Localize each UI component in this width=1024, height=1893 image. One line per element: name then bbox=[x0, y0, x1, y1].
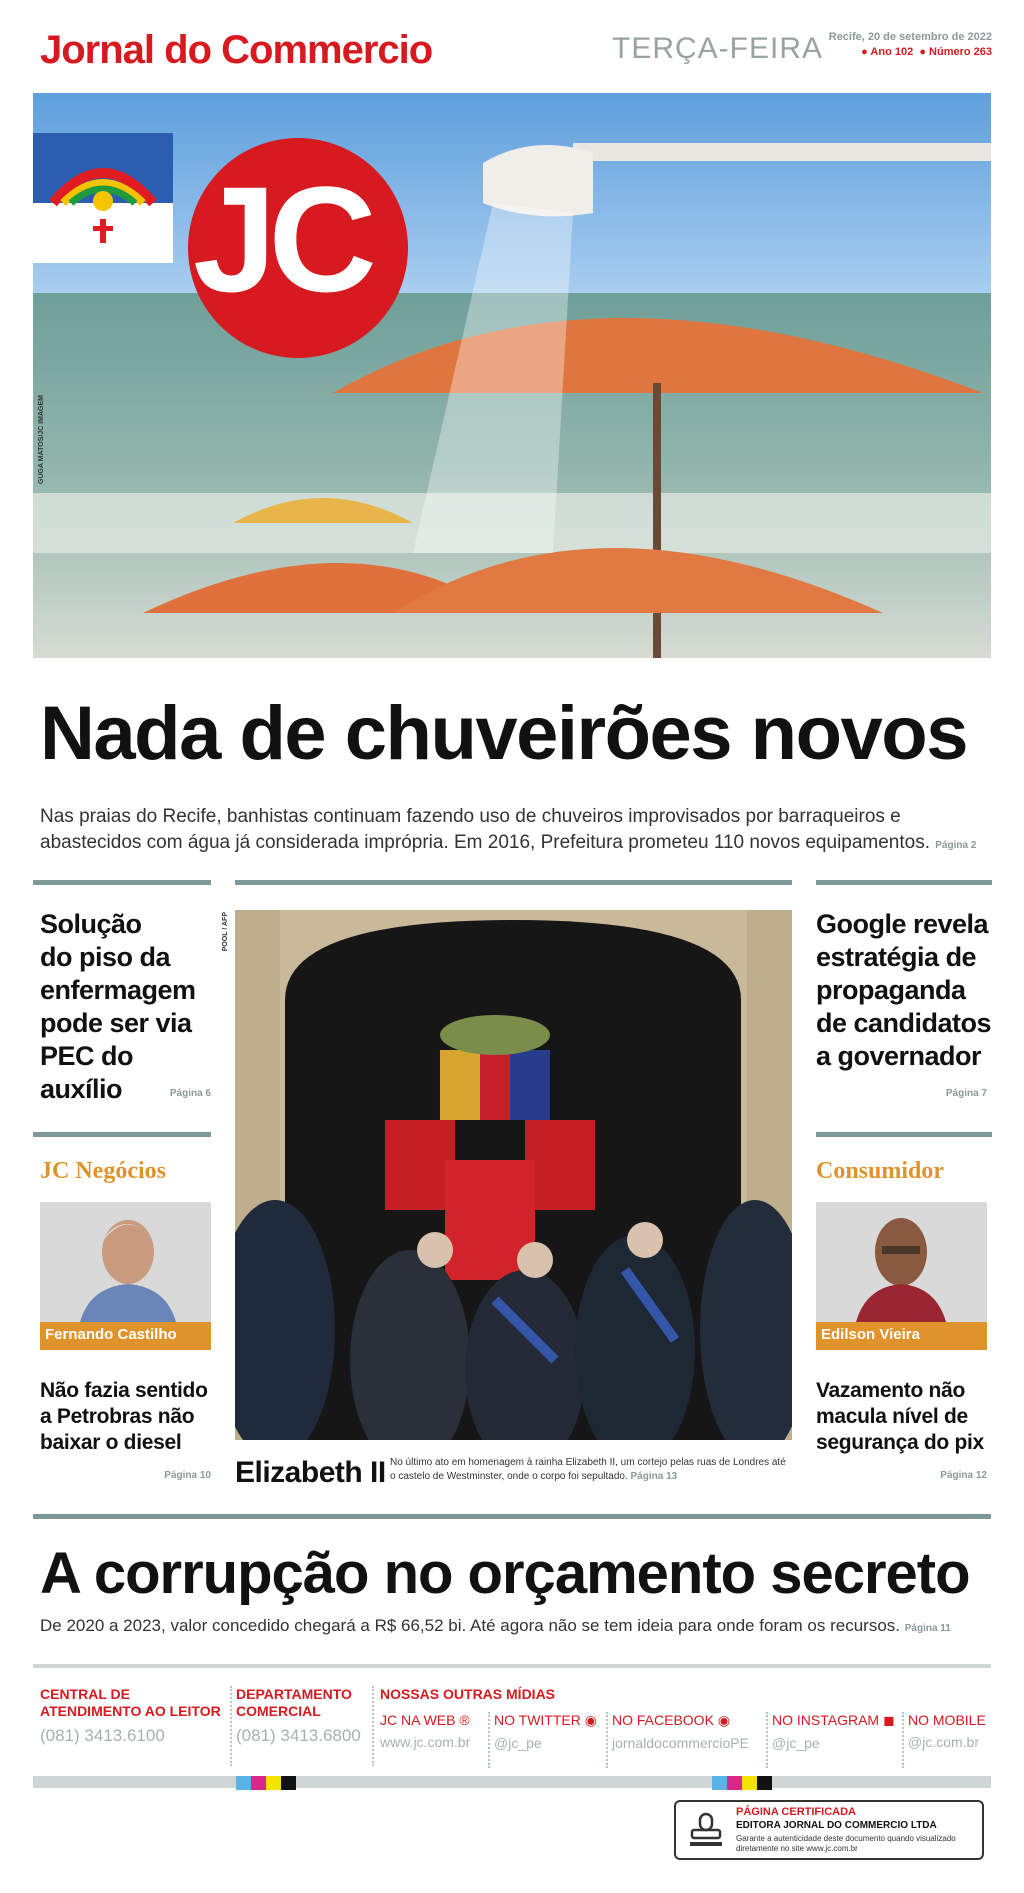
dateline bbox=[829, 30, 992, 60]
section-jc-negocios[interactable]: JC Negócios bbox=[40, 1158, 166, 1184]
main-lead-text: Nas praias do Recife, banhistas continuam fazendo uso de chuveiros improvisados por barraqueiros e abastecidos com água já considerada imprópria. Em 2016, Prefeitura prometeu 110 novos equipamentos. bbox=[40, 806, 931, 853]
jc-logo-text: JC bbox=[193, 155, 369, 323]
footer-divider bbox=[606, 1712, 608, 1768]
masthead-title: Jornal do Commercio bbox=[40, 28, 433, 72]
cert-company: EDITORA JORNAL DO COMMERCIO LTDA bbox=[736, 1820, 937, 1831]
right-sub-story-headline[interactable]: Vazamento não macula nível de segurança do pix bbox=[816, 1379, 984, 1454]
issue-number: ● Número 263 bbox=[919, 46, 992, 58]
media-facebook[interactable]: NO FACEBOOK ◉ jornaldocommercioPE bbox=[612, 1712, 749, 1751]
central-phone[interactable]: (081) 3413.6100 bbox=[40, 1726, 165, 1745]
second-page-ref: Página 11 bbox=[904, 1623, 951, 1634]
media-mobile[interactable]: NO MOBILE @jc.com.br bbox=[908, 1712, 986, 1750]
person-portrait-icon bbox=[816, 1202, 987, 1322]
media-instagram[interactable]: NO INSTAGRAM ◼ @jc_pe bbox=[772, 1712, 895, 1751]
media-web[interactable]: JC NA WEB ® www.jc.com.br bbox=[380, 1712, 471, 1750]
right-story-headline[interactable]: Google revela estratégia de propaganda de candidatos a governador bbox=[816, 909, 992, 1071]
left-sub-page-ref: Página 10 bbox=[164, 1470, 211, 1481]
elizabeth-funeral-photo bbox=[235, 910, 792, 1440]
main-page-ref: Página 2 bbox=[935, 840, 977, 851]
footer-rule bbox=[33, 1664, 991, 1668]
footer-dept: DEPARTAMENTO COMERCIAL (081) 3413.6800 bbox=[236, 1686, 361, 1745]
left-section-rule bbox=[33, 1132, 211, 1137]
elizabeth-title[interactable]: Elizabeth II bbox=[235, 1456, 386, 1489]
weekday: TERÇA-FEIRA bbox=[612, 32, 824, 65]
globe-icon: ® bbox=[459, 1712, 470, 1728]
footer-divider bbox=[372, 1686, 374, 1766]
right-sub-page-ref: Página 12 bbox=[940, 1470, 987, 1481]
elizabeth-page-ref: Página 13 bbox=[630, 1471, 678, 1482]
footer-divider bbox=[230, 1686, 232, 1766]
columnist-name-left: Fernando Castilho bbox=[40, 1322, 211, 1350]
left-sub-story-headline[interactable]: Não fazia sentido a Petrobras não baixar o diesel bbox=[40, 1379, 208, 1454]
footer-divider bbox=[902, 1712, 904, 1768]
columnist-portrait-left bbox=[40, 1202, 211, 1322]
second-story-rule bbox=[33, 1514, 991, 1519]
main-headline[interactable]: Nada de chuveirões novos bbox=[40, 691, 967, 776]
funeral-procession-illustration bbox=[235, 910, 792, 1440]
hero-photo-credit: GUGA MATOS/JC IMAGEM bbox=[38, 395, 45, 484]
second-headline[interactable]: A corrupção no orçamento secreto bbox=[40, 1541, 970, 1606]
media-twitter[interactable]: NO TWITTER ◉ @jc_pe bbox=[494, 1712, 597, 1751]
cert-note: Garante a autenticidade deste documento quando visualizado diretamente no site www.jc.com.br bbox=[736, 1834, 956, 1853]
columnist-name-right: Edilson Vieira bbox=[816, 1322, 987, 1350]
right-section-rule bbox=[816, 1132, 992, 1137]
left-story-page-ref: Página 6 bbox=[169, 1088, 211, 1099]
bottom-bar bbox=[33, 1776, 991, 1788]
center-photo-credit: POOL / AFP bbox=[222, 912, 229, 952]
twitter-icon: ◉ bbox=[584, 1712, 597, 1728]
left-column-rule bbox=[33, 880, 211, 885]
person-portrait-icon bbox=[40, 1202, 211, 1322]
second-lead bbox=[40, 1616, 1010, 1636]
main-lead bbox=[40, 804, 1000, 859]
center-column-rule bbox=[235, 880, 792, 885]
hero-photo bbox=[33, 93, 991, 658]
pernambuco-flag-icon bbox=[33, 133, 173, 263]
cmyk-registration-marks bbox=[236, 1776, 296, 1790]
elizabeth-caption-text: No último ato em homenagem à rainha Elizabeth II, um cortejo pelas ruas de Londres até o castelo de Westminster, onde o corpo foi sepultado. bbox=[390, 1457, 786, 1482]
right-story-page-ref: Página 7 bbox=[945, 1088, 987, 1099]
date-place: Recife, 20 de setembro de 2022 bbox=[828, 31, 992, 43]
columnist-portrait-right bbox=[816, 1202, 987, 1322]
second-lead-text: De 2020 a 2023, valor concedido chegará a R$ 66,52 bi. Até agora não se tem ideia para onde foram os recursos. bbox=[40, 1616, 900, 1635]
year-label: ● Ano 102 bbox=[861, 46, 914, 58]
stamp-icon bbox=[686, 1810, 726, 1850]
section-consumidor[interactable]: Consumidor bbox=[816, 1158, 945, 1184]
instagram-icon: ◼ bbox=[882, 1712, 895, 1728]
footer-divider bbox=[488, 1712, 490, 1768]
facebook-icon: ◉ bbox=[717, 1712, 731, 1728]
footer-central: CENTRAL DE ATENDIMENTO AO LEITOR (081) 3413.6100 bbox=[40, 1686, 221, 1745]
right-column-rule bbox=[816, 880, 992, 885]
footer-divider bbox=[766, 1712, 768, 1768]
other-media-label: NOSSAS OUTRAS MÍDIAS bbox=[380, 1686, 556, 1702]
elizabeth-caption bbox=[390, 1456, 793, 1484]
left-story-headline[interactable]: Solução do piso da enfermagem pode ser via PEC do auxílio bbox=[40, 909, 196, 1104]
dept-phone[interactable]: (081) 3413.6800 bbox=[236, 1726, 361, 1745]
cmyk-registration-marks bbox=[712, 1776, 772, 1790]
cert-label: PÁGINA CERTIFICADA bbox=[736, 1806, 856, 1818]
certification-box bbox=[674, 1800, 984, 1860]
